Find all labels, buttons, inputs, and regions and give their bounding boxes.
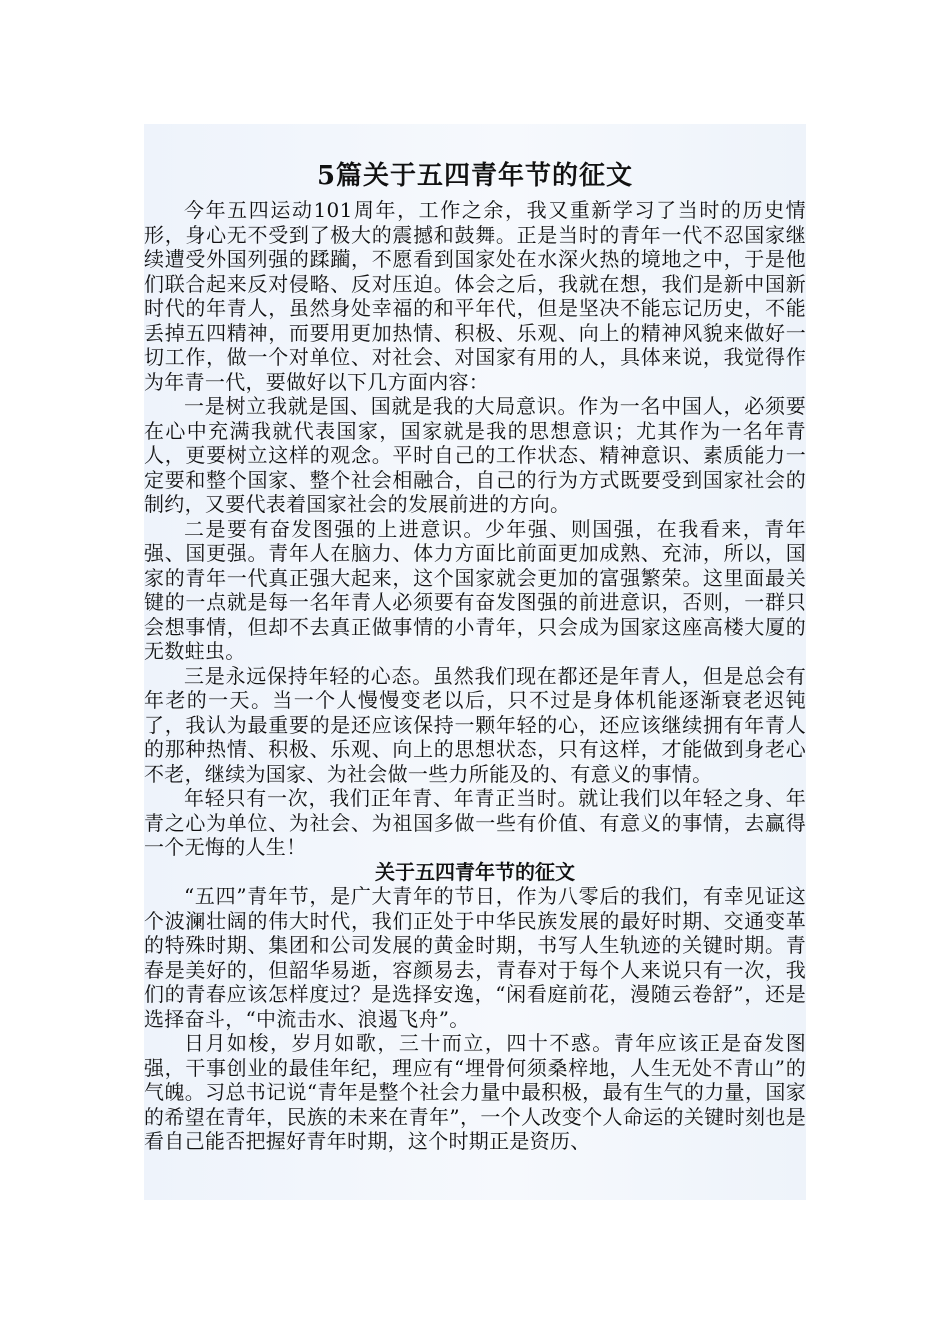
essay1-paragraph-3: 二是要有奋发图强的上进意识。少年强、则国强，在我看来，青年强、国更强。青年人在脑力、体力方面比前面更加成熟、充沛，所以，国家的青年一代真正强大起来，这个国家就会更加的富强繁荣。这里面最关键的一点就是每一名年青人必须要有奋发图强的前进意识，否则，一群只会想事情，但却不去真正做事情的小青年，只会成为国家这座高楼大厦的无数蛀虫。 <box>144 516 806 663</box>
essay1-paragraph-5: 年轻只有一次，我们正年青、年青正当时。就让我们以年轻之身、年青之心为单位、为社会、为祖国多做一些有价值、有意义的事情，去赢得一个无悔的人生！ <box>144 786 806 859</box>
document-title: 5篇关于五四青年节的征文 <box>316 161 634 191</box>
essay2-heading: 关于五四青年节的征文 <box>375 859 575 884</box>
essay2-paragraph-2: 日月如梭，岁月如歌，三十而立，四十不惑。青年应该正是奋发图强，干事创业的最佳年纪，理应有“埋骨何须桑梓地，人生无处不青山”的气魄。习总书记说“青年是整个社会力量中最积极，最有生气的力量，国家的希望在青年，民族的未来在青年”，一个人改变个人命运的关键时刻也是看自己能否把握好青年时期，这个时期正是资历、 <box>144 1031 806 1153</box>
essay1-paragraph-2: 一是树立我就是国、国就是我的大局意识。作为一名中国人，必须要在心中充满我就代表国家，国家就是我的思想意识；尤其作为一名年青人，更要树立这样的观念。平时自己的工作状态、精神意识、素质能力一定要和整个国家、整个社会相融合，自己的行为方式既要受到国家社会的制约，又要代表着国家社会的发展前进的方向。 <box>144 394 806 516</box>
document-text-block <box>144 124 806 1200</box>
essay1-paragraph-4: 三是永远保持年轻的心态。虽然我们现在都还是年青人，但是总会有年老的一天。当一个人慢慢变老以后，只不过是身体机能逐渐衰老迟钝了，我认为最重要的是还应该保持一颗年轻的心，还应该继续拥有年青人的那种热情、积极、乐观、向上的思想状态，只有这样，才能做到身老心不老，继续为国家、为社会做一些力所能及的、有意义的事情。 <box>144 663 806 786</box>
essay1-paragraph-1: 今年五四运动101周年，工作之余，我又重新学习了当时的历史情形，身心无不受到了极大的震撼和鼓舞。正是当时的青年一代不忍国家继续遭受外国列强的蹂躏，不愿看到国家处在水深火热的境地之中，于是他们联合起来反对侵略、反对压迫。体会之后，我就在想，我们是新中国新时代的年青人，虽然身处幸福的和平年代，但是坚决不能忘记历史，不能丢掉五四精神，而要用更加热情、积极、乐观、向上的精神风貌来做好一切工作，做一个对单位、对社会、对国家有用的人，具体来说，我觉得作为年青一代，要做好以下几方面内容： <box>144 198 806 394</box>
essay2-paragraph-1: “五四”青年节，是广大青年的节日，作为八零后的我们，有幸见证这个波澜壮阔的伟大时代，我们正处于中华民族发展的最好时期、交通变革的特殊时期、集团和公司发展的黄金时期，书写人生轨迹的关键时期。青春是美好的，但韶华易逝，容颜易去，青春对于每个人来说只有一次，我们的青春应该怎样度过？是选择安逸，“闲看庭前花，漫随云卷舒”，还是选择奋斗，“中流击水、浪遏飞舟”。 <box>144 884 806 1031</box>
